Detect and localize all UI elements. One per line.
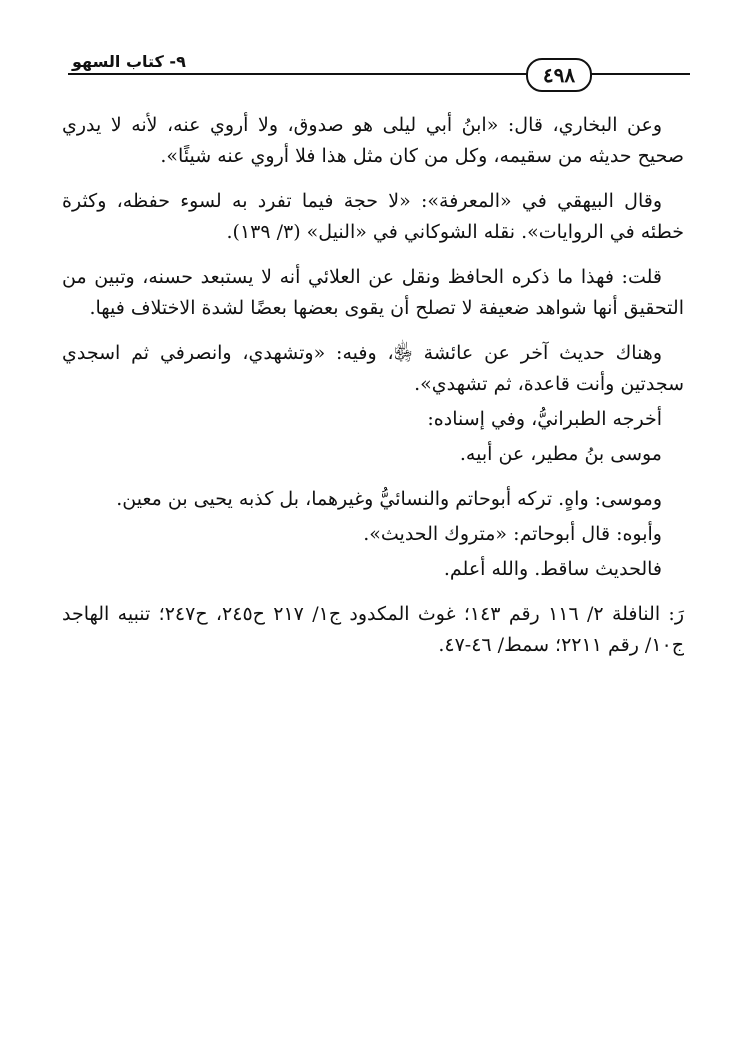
paragraph-bukhari: وعن البخاري، قال: «ابنُ أبي ليلى هو صدوق، ولا أروي عنه، لأنه لا يدري صحيح حديثه من سقيمه، وكل من كان مثل هذا فلا أروي عنه شيئًا». bbox=[62, 114, 684, 167]
page-number: ٤٩٨ bbox=[526, 58, 592, 92]
chapter-title: ٩- كتاب السهو bbox=[68, 52, 190, 71]
paragraph-conclusion: فالحديث ساقط. والله أعلم. bbox=[443, 558, 662, 580]
page-header bbox=[68, 52, 690, 100]
paragraph-takhrij: أخرجه الطبرانيُّ، وفي إسناده: bbox=[427, 408, 662, 430]
paragraph-musa: وموسى: واهٍ. تركه أبوحاتم والنسائيُّ وغيرهما، بل كذبه يحيى بن معين. bbox=[116, 488, 662, 510]
main-text bbox=[62, 110, 684, 675]
header-rule bbox=[68, 73, 690, 75]
paragraph-father: وأبوه: قال أبوحاتم: «متروك الحديث». bbox=[363, 523, 662, 545]
paragraph-isnad: موسى بنُ مطير، عن أبيه. bbox=[459, 443, 662, 465]
reference-list: رَ: النافلة ٢/ ١١٦ رقم ١٤٣؛ غوث المكدود ج١/ ٢١٧ ح٢٤٥، ح٢٤٧؛ تنبيه الهاجد ج١٠/ رقم ٢٢١١؛ سمط/ ٤٦-٤٧. bbox=[62, 603, 685, 656]
paragraph-author-note: قلت: فهذا ما ذكره الحافظ ونقل عن العلائي أنه لا يستبعد حسنه، وتبين من التحقيق أنها شواهد ضعيفة لا تصلح أن يقوى بعضها بعضًا لشدة الاختلاف فيها. bbox=[62, 266, 684, 319]
paragraph-bayhaqi: وقال البيهقي في «المعرفة»: «لا حجة فيما تفرد به لسوء حفظه، وكثرة خطئه في الروايات». نقله الشوكاني في «النيل» (٣/ ١٣٩). bbox=[62, 190, 684, 243]
paragraph-aisha-hadith: وهناك حديث آخر عن عائشة ﵂، وفيه: «وتشهدي، وانصرفي ثم اسجدي سجدتين وأنت قاعدة، ثم تشهدي». bbox=[62, 342, 684, 395]
